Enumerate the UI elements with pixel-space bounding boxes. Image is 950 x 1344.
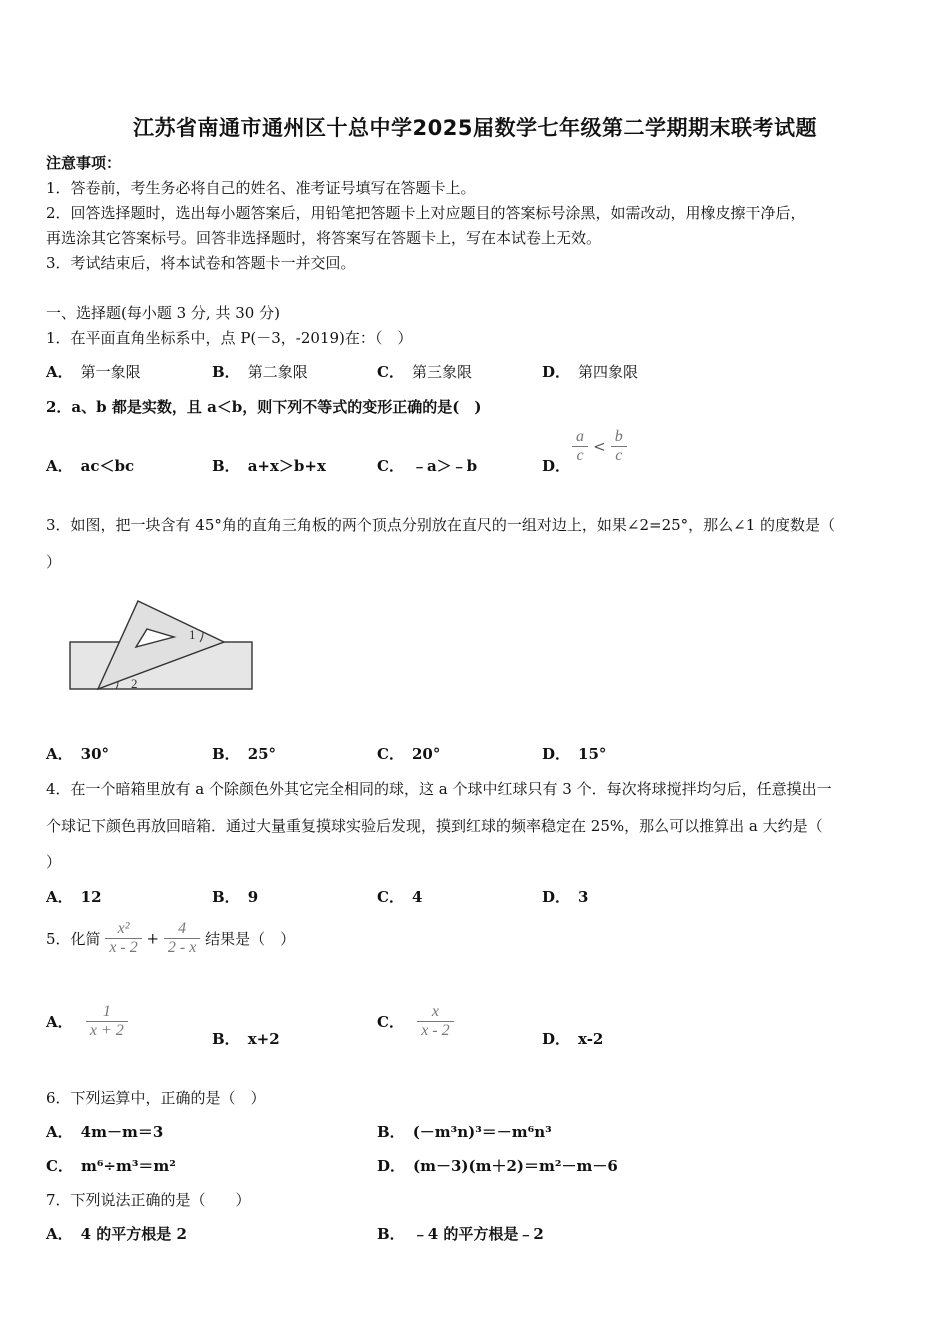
notice-item: 1．答卷前，考生务必将自己的姓名、准考证号填写在答题卡上。	[46, 179, 476, 197]
question-6-stem: 6．下列运算中，正确的是（ ）	[46, 1089, 266, 1107]
q2-option-a: A． ac＜bc	[46, 457, 135, 475]
q1-option-a: A． 第一象限	[46, 363, 141, 381]
q2-option-d-fraction: $\frac{a}{c}$ < $\frac{b}{c}$	[572, 428, 627, 465]
q6-option-d: D． (m－3)(m＋2)＝m²－m－6	[377, 1157, 618, 1175]
question-4-stem-1: 4．在一个暗箱里放有 a 个除颜色外其它完全相同的球，这 a 个球中红球只有 3 个．每次将球搅拌均匀后，任意摸出一	[46, 780, 832, 798]
notice-heading: 注意事项：	[46, 154, 122, 172]
q2-option-c: C． ﹣a＞﹣b	[377, 457, 478, 475]
notice-item: 2．回答选择题时，选出每小题答案后，用铅笔把答题卡上对应题目的答案标号涂黑，如需改动，用橡皮擦干净后，	[46, 204, 806, 222]
question-4-stem-3: ）	[46, 853, 62, 871]
question-4-stem-2: 个球记下颜色再放回暗箱．通过大量重复摸球实验后发现，摸到红球的频率稳定在 25%，那么可以推算出 a 大约是（	[46, 817, 823, 835]
angle-1-label: 1	[189, 627, 196, 642]
question-3-stem: 3．如图，把一块含有 45°角的直角三角板的两个顶点分别放在直尺的一组对边上，如果∠2=25°，那么∠1 的度数是（	[46, 516, 836, 534]
q6-option-b: B． (－m³n)³＝－m⁶n³	[377, 1123, 552, 1141]
q6-option-a: A． 4m－m＝3	[46, 1123, 164, 1141]
question-2-stem: 2．a、b 都是实数，且 a＜b，则下列不等式的变形正确的是( )	[46, 398, 482, 416]
q6-option-c: C． m⁶÷m³＝m²	[46, 1157, 176, 1175]
angle-2-label: 2	[131, 676, 138, 691]
q2-option-d-label: D．	[542, 457, 571, 475]
q7-option-b: B． ﹣4 的平方根是﹣2	[377, 1225, 544, 1243]
notice-item: 3．考试结束后，将本试卷和答题卡一并交回。	[46, 254, 356, 272]
q4-option-a: A． 12	[46, 888, 102, 906]
question-7-stem: 7．下列说法正确的是（ ）	[46, 1191, 251, 1209]
ruler-triangle-figure	[60, 595, 260, 695]
notice-item: 再选涂其它答案标号。回答非选择题时，将答案写在答题卡上，写在本试卷上无效。	[46, 229, 602, 247]
section-heading: 一、选择题(每小题 3 分, 共 30 分)	[46, 304, 280, 322]
q5-option-a: A． $\frac{1}{x + 2}$	[46, 1003, 128, 1040]
q1-option-d: D． 第四象限	[542, 363, 639, 381]
q3-option-c: C． 20°	[377, 745, 441, 763]
question-3-stem-end: ）	[46, 553, 62, 571]
q4-option-d: D． 3	[542, 888, 589, 906]
q3-option-b: B． 25°	[212, 745, 277, 763]
page-title: 江苏省南通市通州区十总中学2025届数学七年级第二学期期末联考试题	[133, 116, 817, 140]
q1-option-b: B． 第二象限	[212, 363, 308, 381]
q5-option-d: D． x-2	[542, 1030, 604, 1048]
q2-option-b: B． a+x＞b+x	[212, 457, 326, 475]
question-1-stem: 1．在平面直角坐标系中，点 P(－3，-2019)在：（ ）	[46, 329, 413, 347]
q3-option-d: D． 15°	[542, 745, 607, 763]
q4-option-b: B． 9	[212, 888, 259, 906]
q5-option-c: C． $\frac{x}{x - 2}$	[377, 1003, 454, 1040]
q3-option-a: A． 30°	[46, 745, 110, 763]
q7-option-a: A． 4 的平方根是 2	[46, 1225, 187, 1243]
q5-option-b: B． x+2	[212, 1030, 280, 1048]
q4-option-c: C． 4	[377, 888, 423, 906]
question-5-stem: 5．化简 $\frac{\text{x²}}{x - 2}$ + $\frac{4}{2 - x}$ 结果是（ ）	[46, 920, 296, 956]
q1-option-c: C． 第三象限	[377, 363, 472, 381]
